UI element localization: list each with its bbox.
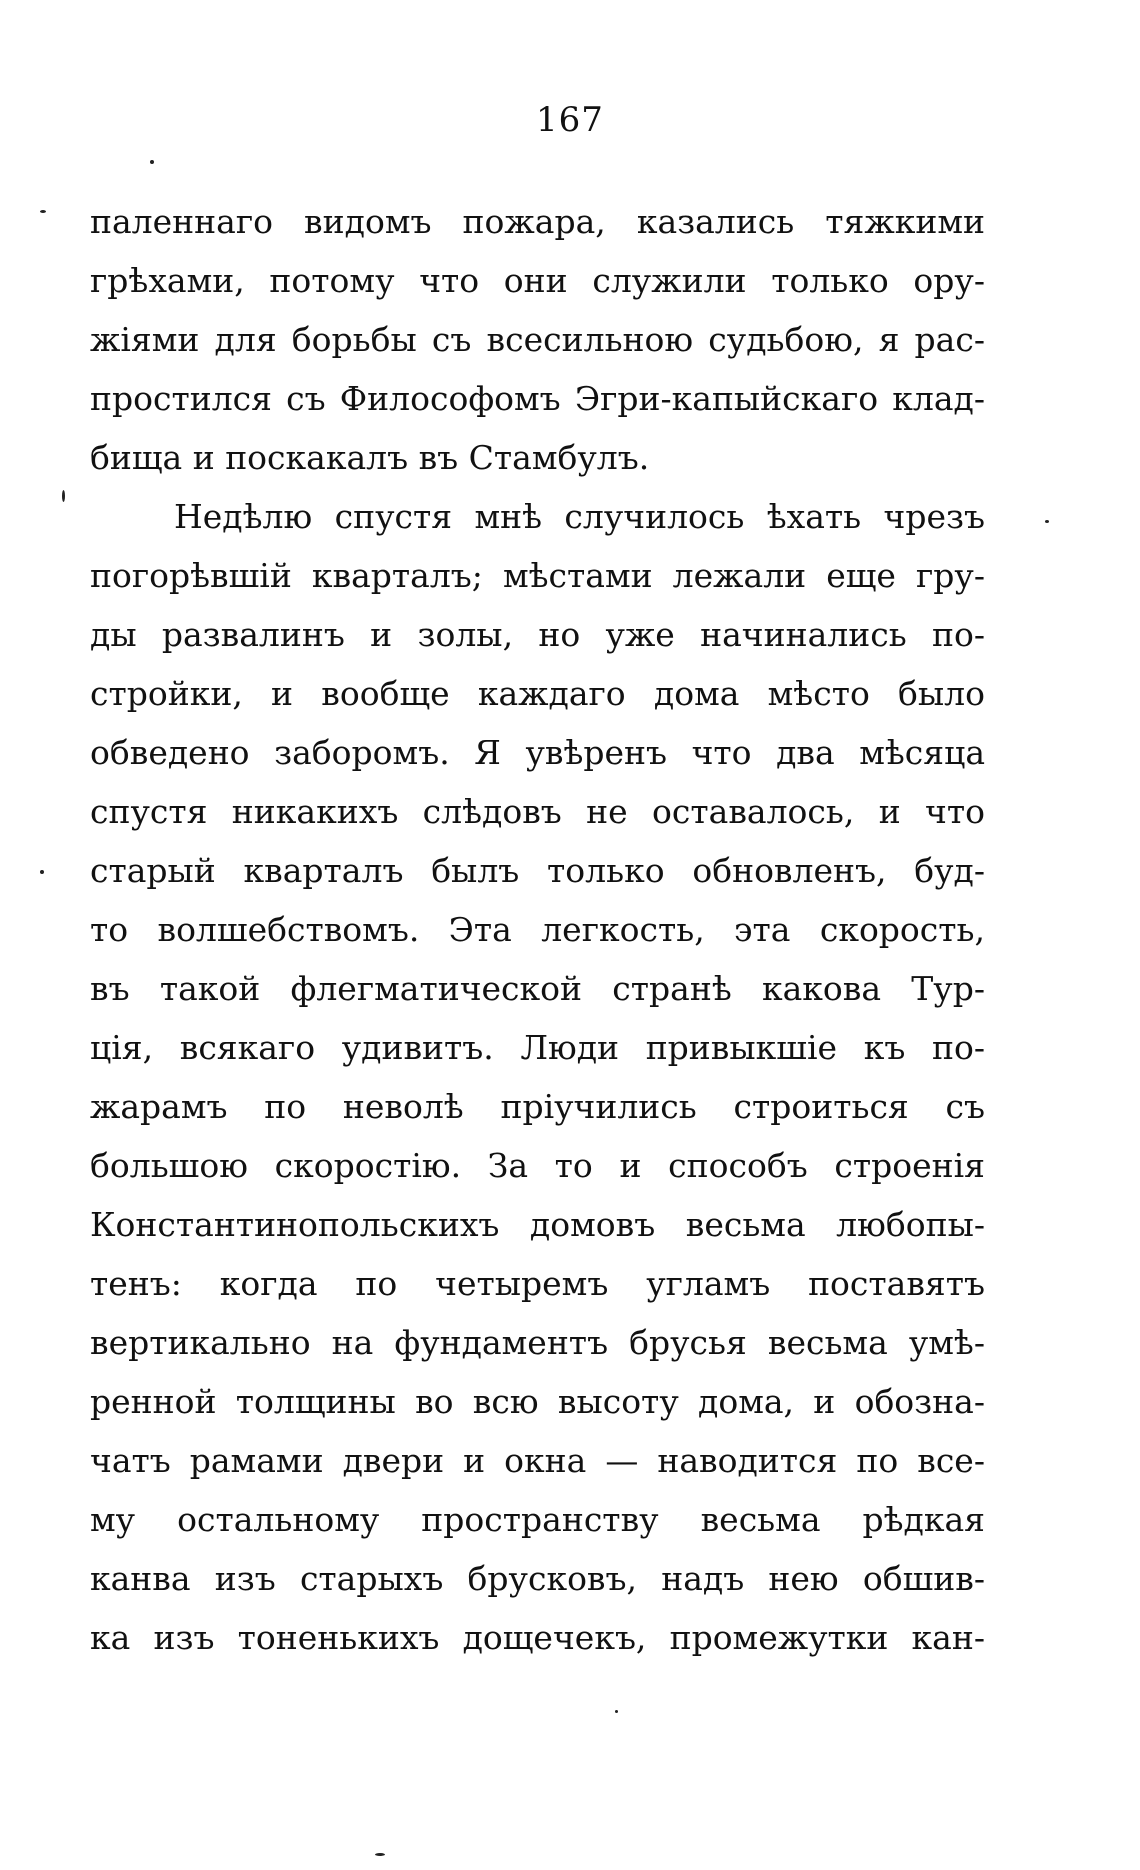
text-line: старый кварталъ былъ только обновленъ, буд-: [90, 851, 985, 890]
text-line: жарамъ по неволѣ пріучились строиться съ: [90, 1087, 985, 1126]
text-line: въ такой флегматической странѣ какова Тур-: [90, 969, 985, 1008]
text-line: ды развалинъ и золы, но уже начинались по-: [90, 615, 985, 654]
text-line: то волшебствомъ. Эта легкость, эта скорость,: [90, 910, 985, 949]
text-line: спустя никакихъ слѣдовъ не оставалось, и что: [90, 792, 985, 831]
text-line: бища и поскакалъ въ Стамбулъ.: [90, 438, 650, 477]
scan-speck: [62, 490, 65, 502]
scan-speck: [375, 1853, 385, 1856]
page-number: 167: [536, 100, 604, 140]
text-line: простился съ Философомъ Эгри-капыйскаго клад-: [90, 379, 985, 418]
text-line: тенъ: когда по четыремъ угламъ поставятъ: [90, 1264, 985, 1303]
text-line: вертикально на фундаментъ брусья весьма умѣ-: [90, 1323, 985, 1362]
text-line: му остальному пространству весьма рѣдкая: [90, 1500, 985, 1539]
text-line: жіями для борьбы съ всесильною судьбою, я рас-: [90, 320, 985, 359]
text-line: ція, всякаго удивитъ. Люди привыкшіе къ по-: [90, 1028, 985, 1067]
text-line: паленнаго видомъ пожара, казались тяжкими: [90, 202, 985, 241]
text-line: ка изъ тоненькихъ дощечекъ, промежутки кан-: [90, 1618, 985, 1657]
scan-speck: [1045, 520, 1049, 523]
scan-speck: [40, 210, 46, 213]
text-line: большою скоростію. За то и способъ строенія: [90, 1146, 985, 1185]
text-line: обведено заборомъ. Я увѣренъ что два мѣсяца: [90, 733, 985, 772]
scan-speck: [615, 1710, 618, 1713]
text-line: погорѣвшій кварталъ; мѣстами лежали еще гру-: [90, 556, 985, 595]
body-text: [90, 192, 985, 1667]
text-line: стройки, и вообще каждаго дома мѣсто было: [90, 674, 985, 713]
text-line: Недѣлю спустя мнѣ случилось ѣхать чрезъ: [174, 497, 985, 536]
text-line: чатъ рамами двери и окна — наводится по все-: [90, 1441, 985, 1480]
text-line: ренной толщины во всю высоту дома, и обозна-: [90, 1382, 985, 1421]
scan-speck: [150, 160, 154, 164]
text-line: Константинопольскихъ домовъ весьма любопы-: [90, 1205, 985, 1244]
text-line: канва изъ старыхъ брусковъ, надъ нею обшив-: [90, 1559, 985, 1598]
scan-speck: [40, 870, 44, 874]
text-line: грѣхами, потому что они служили только ору-: [90, 261, 985, 300]
